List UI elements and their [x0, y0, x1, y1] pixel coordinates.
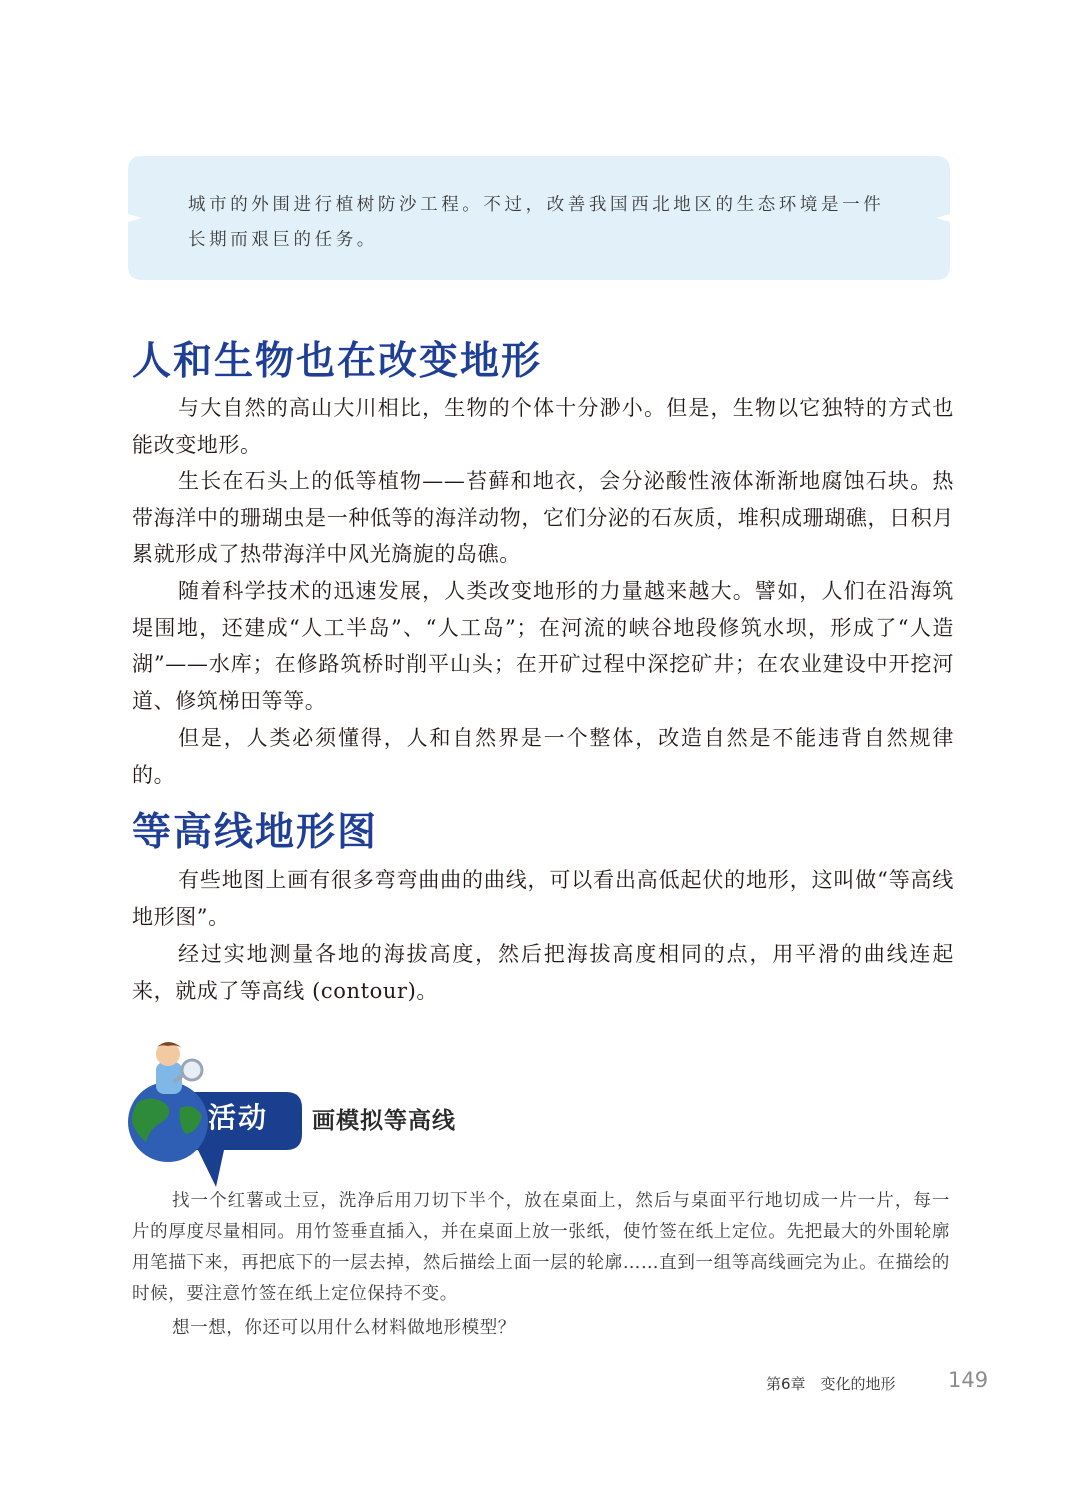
callout-text: 城市的外围进行植树防沙工程。不过，改善我国西北地区的生态环境是一件长期而艰巨的任务。 — [188, 195, 885, 250]
paragraph: 随着科学技术的迅速发展，人类改变地形的力量越来越大。譬如，人们在沿海筑堤围地，还建成“人工半岛”、“人工岛”；在河流的峡谷地段修筑水坝，形成了“人造湖”——水库；在修路筑桥时削平山头；在开矿过程中深挖矿井；在农业建设中开挖河道、修筑梯田等等。 — [132, 579, 954, 713]
paragraph: 经过实地测量各地的海拔高度，然后把海拔高度相同的点，用平滑的曲线连起来，就成了等高线 (contour)。 — [132, 942, 954, 1003]
section-heading-organisms: 人和生物也在改变地形 — [132, 339, 543, 384]
section-heading-contour-map: 等高线地形图 — [132, 810, 379, 855]
activity-badge: 活动 — [208, 1101, 269, 1134]
callout-box — [128, 156, 950, 280]
activity-paragraph: 找一个红薯或土豆，洗净后用刀切下半个，放在桌面上，然后与桌面平行地切成一片一片，每一片的厚度尽量相同。用竹签垂直插入，并在桌面上放一张纸，使竹签在纸上定位。先把最大的外围轮廓用笔描下来，再把底下的一层去掉，然后描绘上面一层的轮廓……直到一组等高线画完为止。在描绘的时候，要注意竹签在纸上定位保持不变。 — [132, 1191, 950, 1304]
paragraph: 有些地图上画有很多弯弯曲曲的曲线，可以看出高低起伏的地形，这叫做“等高线地形图”。 — [132, 868, 954, 929]
paragraph: 生长在石头上的低等植物——苔藓和地衣，会分泌酸性液体渐渐地腐蚀石块。热带海洋中的珊瑚虫是一种低等的海洋动物，它们分泌的石灰质，堆积成珊瑚礁，日积月累就形成了热带海洋中风光旖旎的岛礁。 — [132, 469, 954, 566]
activity-title: 画模拟等高线 — [312, 1108, 456, 1134]
paragraph: 与大自然的高山大川相比，生物的个体十分渺小。但是，生物以它独特的方式也能改变地形。 — [132, 396, 954, 457]
footer-chapter-label: 第6章 变化的地形 — [766, 1375, 896, 1393]
page-number: 149 — [948, 1368, 989, 1392]
paragraph: 但是，人类必须懂得，人和自然界是一个整体，改造自然是不能违背自然规律的。 — [132, 726, 954, 787]
activity-paragraph: 想一想，你还可以用什么材料做地形模型？ — [172, 1318, 516, 1338]
